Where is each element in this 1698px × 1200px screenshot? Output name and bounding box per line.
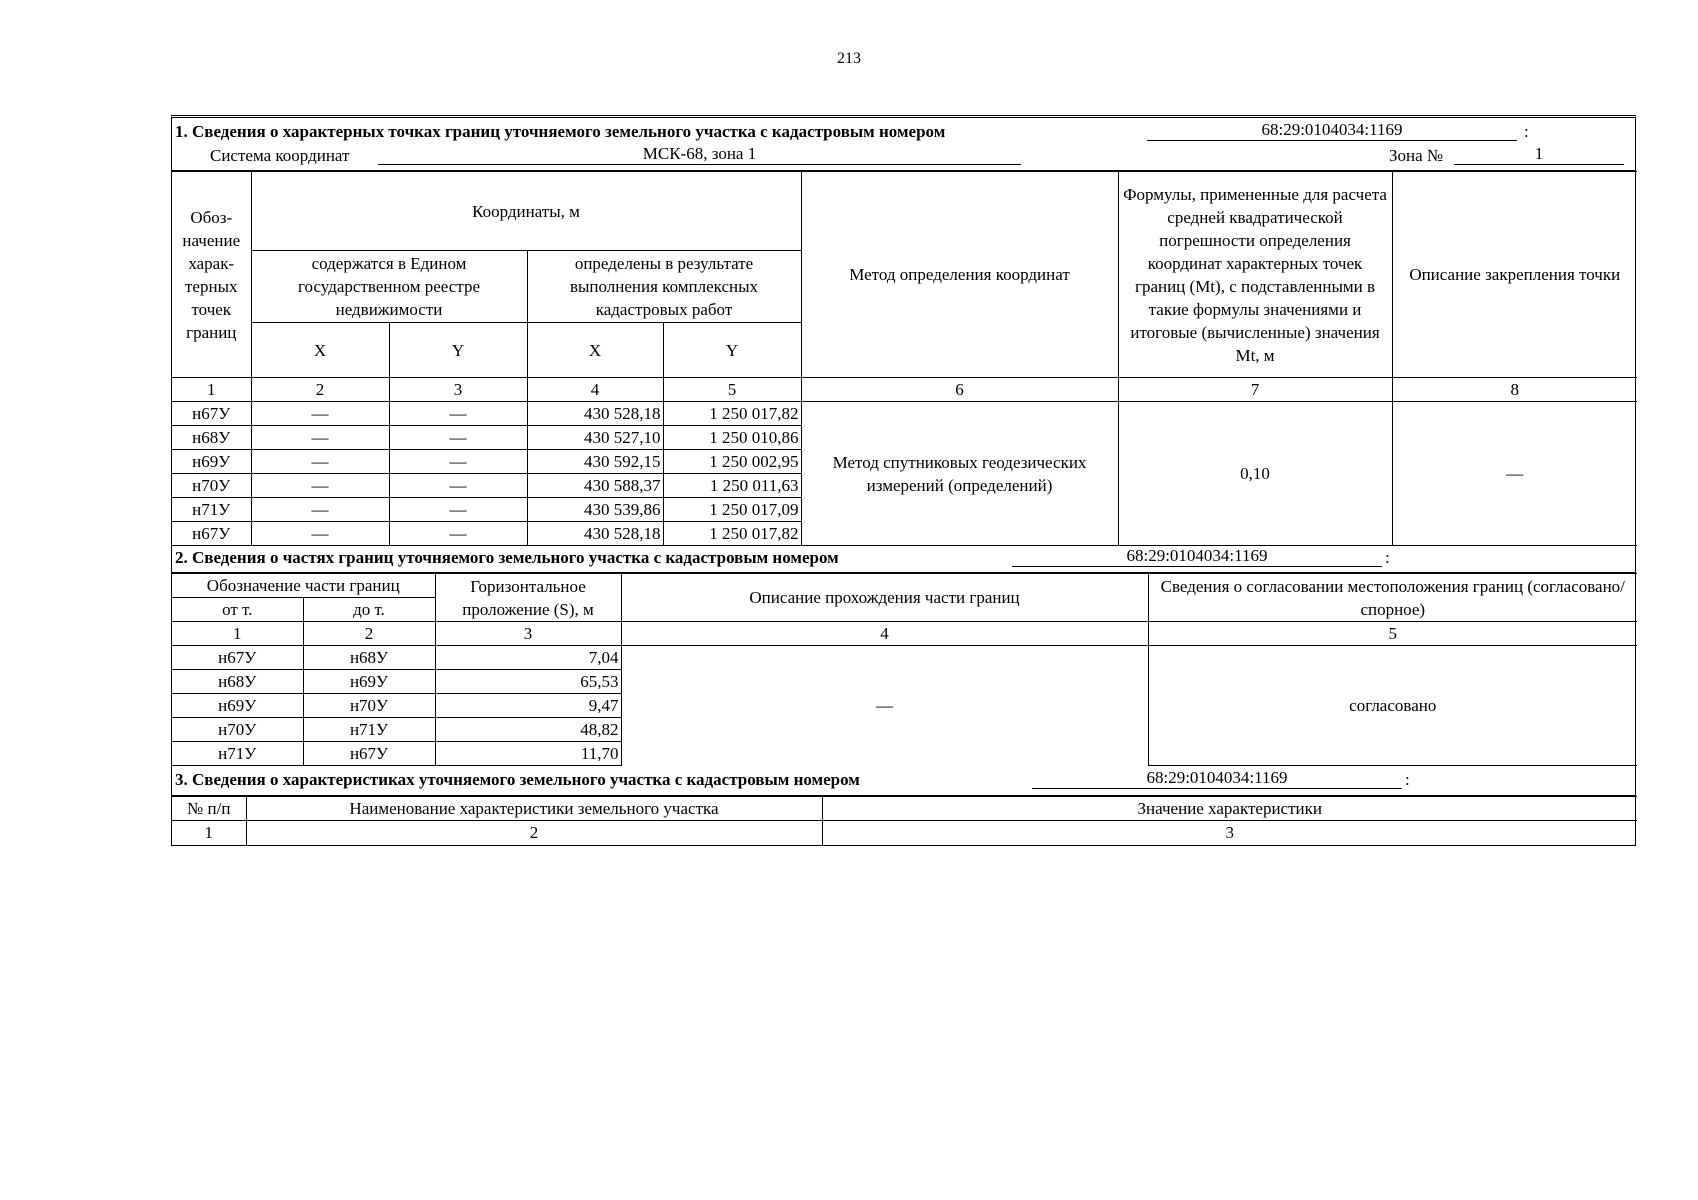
egrn-header: содержатся в Едином государственном реестре недвижимости	[251, 251, 527, 323]
y-kkr: 1 250 002,95	[663, 450, 801, 474]
value-header: Значение характеристики	[822, 797, 1637, 821]
from-point: н71У	[172, 742, 303, 766]
section2-colon: :	[1385, 548, 1390, 567]
col-number: 1	[172, 378, 251, 402]
col-number: 7	[1118, 378, 1392, 402]
horizontal-distance: 7,04	[435, 646, 621, 670]
col-number: 2	[303, 622, 435, 646]
col-number: 4	[527, 378, 663, 402]
col-numbers-row	[172, 622, 1637, 646]
characteristics-table	[172, 796, 1637, 845]
to-point: н71У	[303, 718, 435, 742]
col-number: 5	[1148, 622, 1637, 646]
document-form	[171, 115, 1636, 846]
table-row	[172, 402, 1637, 426]
fixing-header: Описание закрепления точки	[1392, 172, 1637, 378]
mt-value: 0,10	[1118, 402, 1392, 546]
from-point: н69У	[172, 694, 303, 718]
point-name: н68У	[172, 426, 251, 450]
y-kkr: 1 250 011,63	[663, 474, 801, 498]
col-number: 3	[822, 821, 1637, 845]
col-number: 1	[172, 622, 303, 646]
name-header: Наименование характеристики земельного участка	[246, 797, 822, 821]
to-point: н70У	[303, 694, 435, 718]
from-point: н68У	[172, 670, 303, 694]
col-numbers-row	[172, 821, 1637, 845]
y-egrn: —	[389, 522, 527, 546]
points-table	[172, 171, 1637, 546]
col-numbers-row	[172, 378, 1637, 402]
to-point: н67У	[303, 742, 435, 766]
zone-value: 1	[1454, 144, 1624, 165]
y-kkr: 1 250 010,86	[663, 426, 801, 450]
x-kkr: 430 592,15	[527, 450, 663, 474]
section2-cadastral-number: 68:29:0104034:1169	[1012, 546, 1382, 567]
point-name: н71У	[172, 498, 251, 522]
y-egrn: —	[389, 450, 527, 474]
section3-colon: :	[1405, 770, 1410, 789]
x-egrn: —	[251, 402, 389, 426]
y-egrn: —	[389, 498, 527, 522]
y-egrn: —	[389, 426, 527, 450]
section3-header	[172, 766, 1635, 796]
y-kkr: 1 250 017,82	[663, 402, 801, 426]
point-name: н67У	[172, 402, 251, 426]
section3-title: 3. Сведения о характеристиках уточняемого земельного участка с кадастровым номером	[175, 770, 860, 789]
to-header: до т.	[303, 598, 435, 622]
from-header: от т.	[172, 598, 303, 622]
section2-title: 2. Сведения о частях границ уточняемого земельного участка с кадастровым номером	[175, 548, 839, 567]
x-egrn: —	[251, 522, 389, 546]
boundary-parts-table	[172, 573, 1637, 766]
kkr-header: определены в результате выполнения комплексных кадастровых работ	[527, 251, 801, 323]
x-kkr-header: X	[527, 323, 663, 378]
horizontal-distance: 11,70	[435, 742, 621, 766]
y-kkr: 1 250 017,09	[663, 498, 801, 522]
point-name: н70У	[172, 474, 251, 498]
col-number: 2	[246, 821, 822, 845]
col-number: 6	[801, 378, 1118, 402]
horizontal-distance: 65,53	[435, 670, 621, 694]
to-point: н68У	[303, 646, 435, 670]
y-kkr-header: Y	[663, 323, 801, 378]
x-kkr: 430 528,18	[527, 402, 663, 426]
col-number: 3	[435, 622, 621, 646]
table-row	[172, 646, 1637, 670]
y-egrn: —	[389, 474, 527, 498]
agreement-value: согласовано	[1148, 646, 1637, 766]
from-point: н67У	[172, 646, 303, 670]
section1-header	[172, 118, 1635, 171]
from-point: н70У	[172, 718, 303, 742]
x-egrn: —	[251, 450, 389, 474]
method-value: Метод спутниковых геодезических измерений (определений)	[801, 402, 1118, 546]
y-egrn: —	[389, 402, 527, 426]
col-number: 3	[389, 378, 527, 402]
to-point: н69У	[303, 670, 435, 694]
x-egrn: —	[251, 426, 389, 450]
point-name: н67У	[172, 522, 251, 546]
formulas-header: Формулы, примененные для расчета средней квадратической погрешности определения координат характерных точек границ (Mt), с подставленными в такие формулы значениями и итоговые (вычисленные) значения Mt, м	[1118, 172, 1392, 378]
x-kkr: 430 528,18	[527, 522, 663, 546]
horizontal-distance: 48,82	[435, 718, 621, 742]
col-number: 8	[1392, 378, 1637, 402]
page-number: 213	[837, 50, 861, 67]
x-kkr: 430 527,10	[527, 426, 663, 450]
form-frame	[171, 115, 1636, 846]
coords-header: Координаты, м	[251, 172, 801, 251]
horizontal-header: Горизонтальное проложение (S), м	[435, 574, 621, 622]
section1-colon: :	[1524, 122, 1529, 141]
coord-system-label: Система координат	[210, 146, 350, 165]
col-number: 5	[663, 378, 801, 402]
method-header: Метод определения координат	[801, 172, 1118, 378]
x-egrn: —	[251, 498, 389, 522]
agreement-header: Сведения о согласовании местоположения границ (согласовано/спорное)	[1148, 574, 1637, 622]
point-name: н69У	[172, 450, 251, 474]
coord-system-value: МСК-68, зона 1	[378, 144, 1021, 165]
x-kkr: 430 539,86	[527, 498, 663, 522]
x-egrn-header: X	[251, 323, 389, 378]
section3-cadastral-number: 68:29:0104034:1169	[1032, 768, 1402, 789]
zone-label: Зона №	[1389, 146, 1444, 165]
description-value: —	[621, 646, 1148, 766]
designation-header: Обоз-начение харак-терных точек границ	[172, 172, 251, 378]
col-number: 1	[172, 821, 246, 845]
section2-header	[172, 546, 1635, 573]
fixing-value: —	[1392, 402, 1637, 546]
horizontal-distance: 9,47	[435, 694, 621, 718]
section1-cadastral-number: 68:29:0104034:1169	[1147, 120, 1517, 141]
section1-title: 1. Сведения о характерных точках границ уточняемого земельного участка с кадастровым номером	[175, 122, 946, 141]
part-designation-header: Обозначение части границ	[172, 574, 435, 598]
description-header: Описание прохождения части границ	[621, 574, 1148, 622]
x-egrn: —	[251, 474, 389, 498]
col-number: 4	[621, 622, 1148, 646]
num-header: № п/п	[172, 797, 246, 821]
y-kkr: 1 250 017,82	[663, 522, 801, 546]
x-kkr: 430 588,37	[527, 474, 663, 498]
y-egrn-header: Y	[389, 323, 527, 378]
col-number: 2	[251, 378, 389, 402]
